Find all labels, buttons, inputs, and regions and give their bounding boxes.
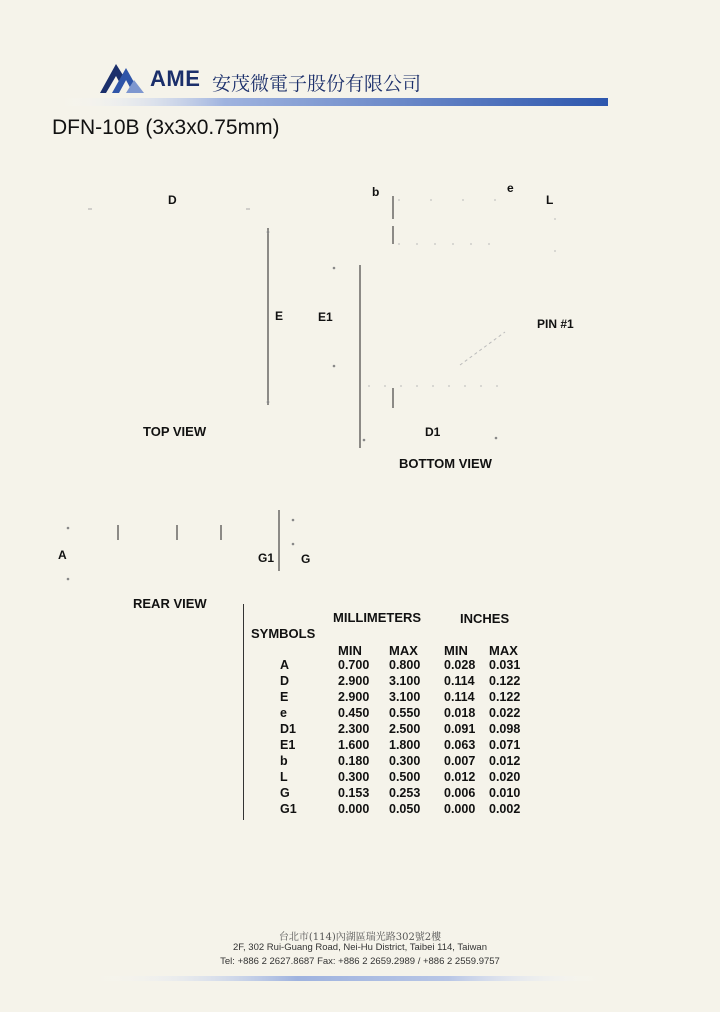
footer-address-zh: 台北市(114)內湖區瑞光路302號2樓 [278, 932, 442, 943]
cell-in-min: 0.006 [444, 786, 476, 800]
cell-mm-min: 0.180 [338, 754, 370, 768]
cell-in-min: 0.000 [444, 802, 476, 816]
dim-label-g1: G1 [258, 551, 275, 565]
cell-mm-max: 0.050 [389, 802, 421, 816]
table-divider [243, 604, 244, 820]
symbols-header: SYMBOLS [251, 626, 316, 641]
rear-view-title: REAR VIEW [133, 596, 207, 611]
pin1-label: PIN #1 [537, 317, 574, 331]
cell-in-max: 0.098 [489, 722, 521, 736]
cell-symbol: G [280, 786, 290, 800]
dim-label-d1: D1 [425, 425, 441, 439]
footer-divider [95, 968, 600, 973]
cell-mm-max: 1.800 [389, 738, 421, 752]
dim-label-pitch-e: e [507, 181, 514, 195]
footer-contact: Tel: +886 2 2627.8687 Fax: +886 2 2659.2989 / +886 2 2559.9757 [220, 956, 500, 967]
millimeters-header: MILLIMETERS [333, 610, 422, 625]
inches-header: INCHES [460, 611, 510, 626]
cell-in-max: 0.122 [489, 690, 521, 704]
cell-symbol: A [280, 658, 290, 672]
cell-in-max: 0.012 [489, 754, 521, 768]
page-title: DFN-10B (3x3x0.75mm) [52, 116, 280, 139]
cell-mm-min: 0.300 [338, 770, 370, 784]
cell-mm-max: 2.500 [389, 722, 421, 736]
cell-in-max: 0.031 [489, 658, 521, 672]
cell-symbol: E [280, 690, 289, 704]
cell-mm-max: 3.100 [389, 674, 421, 688]
dim-label-e1: E1 [318, 310, 333, 324]
cell-in-max: 0.010 [489, 786, 521, 800]
cell-mm-max: 0.300 [389, 754, 421, 768]
cell-in-min: 0.091 [444, 722, 476, 736]
brand-name: AME [150, 66, 201, 91]
cell-mm-min: 0.700 [338, 658, 370, 672]
cell-in-max: 0.002 [489, 802, 521, 816]
cell-in-min: 0.028 [444, 658, 476, 672]
dim-label-e: E [275, 309, 284, 323]
cell-mm-min: 0.450 [338, 706, 370, 720]
cell-in-min: 0.007 [444, 754, 476, 768]
cell-in-min: 0.012 [444, 770, 476, 784]
cell-in-min: 0.114 [444, 690, 475, 704]
cell-mm-min: 0.000 [338, 802, 370, 816]
cell-symbol: L [280, 770, 288, 784]
cell-symbol: D1 [280, 722, 296, 736]
cell-in-min: 0.063 [444, 738, 476, 752]
dim-label-g: G [301, 552, 311, 566]
cell-mm-min: 2.900 [338, 674, 370, 688]
cell-mm-min: 2.900 [338, 690, 370, 704]
dim-label-l: L [546, 193, 554, 207]
cell-mm-max: 0.550 [389, 706, 421, 720]
dim-label-a: A [58, 548, 67, 562]
cell-in-max: 0.022 [489, 706, 521, 720]
cell-mm-min: 1.600 [338, 738, 370, 752]
cell-mm-max: 0.800 [389, 658, 421, 672]
dim-label-d: D [168, 193, 177, 207]
cell-in-max: 0.020 [489, 770, 521, 784]
cell-mm-min: 2.300 [338, 722, 370, 736]
cell-symbol: b [280, 754, 288, 768]
bottom-view-title: BOTTOM VIEW [399, 456, 492, 471]
dim-label-b: b [372, 185, 380, 199]
in-max-header: MAX [489, 643, 518, 658]
cell-mm-min: 0.153 [338, 786, 370, 800]
cell-symbol: e [280, 706, 287, 720]
in-min-header: MIN [444, 643, 468, 658]
footer-address-en: 2F, 302 Rui-Guang Road, Nei-Hu District, Taibei 114, Taiwan [233, 942, 487, 953]
cell-symbol: G1 [280, 802, 297, 816]
cell-symbol: E1 [280, 738, 296, 752]
cell-mm-max: 0.500 [389, 770, 421, 784]
cell-in-min: 0.114 [444, 674, 475, 688]
cell-mm-max: 0.253 [389, 786, 421, 800]
cell-mm-max: 3.100 [389, 690, 421, 704]
mm-max-header: MAX [389, 643, 418, 658]
cell-symbol: D [280, 674, 290, 688]
cell-in-max: 0.071 [489, 738, 521, 752]
company-name: 安茂微電子股份有限公司 [212, 73, 422, 95]
mm-min-header: MIN [338, 643, 362, 658]
cell-in-max: 0.122 [489, 674, 521, 688]
cell-in-min: 0.018 [444, 706, 476, 720]
top-view-title: TOP VIEW [143, 424, 207, 439]
